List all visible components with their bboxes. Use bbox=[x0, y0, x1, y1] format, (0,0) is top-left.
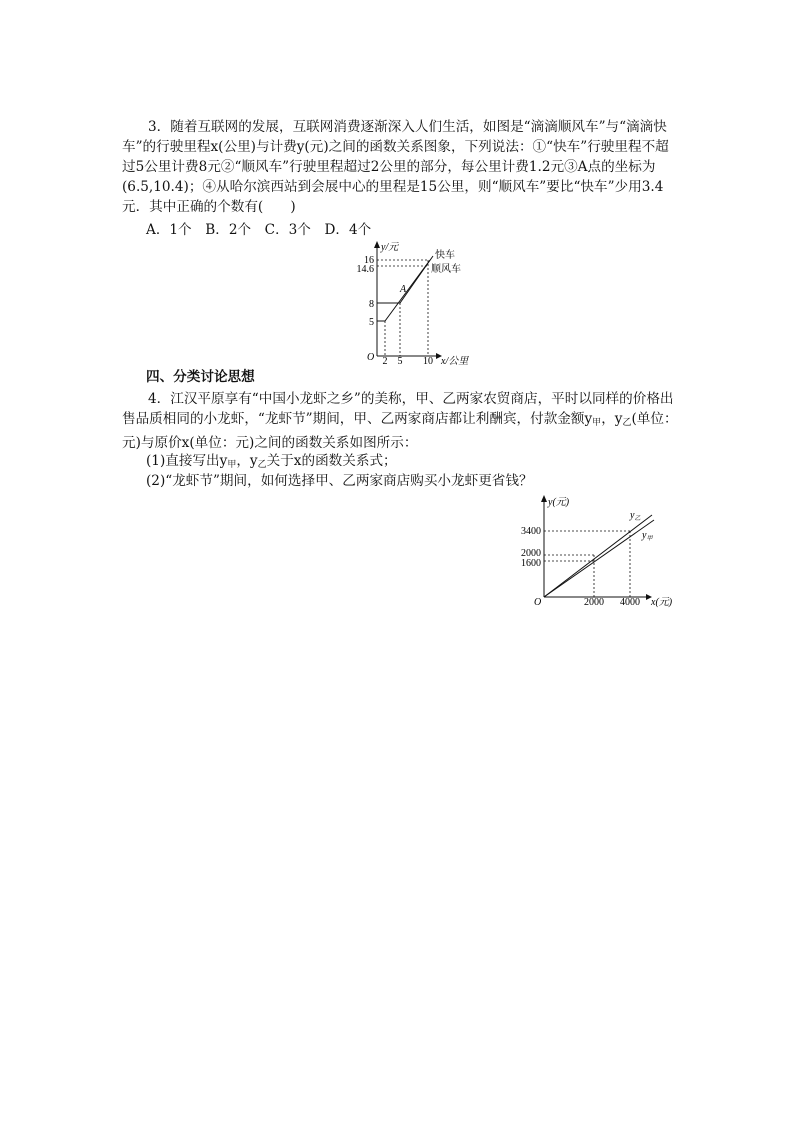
q3-graph bbox=[330, 240, 490, 366]
q4-sub1-a: (1)直接写出y bbox=[146, 453, 228, 469]
q3-series-shunfengche: 顺风车 bbox=[431, 264, 461, 275]
q4-line-yi bbox=[544, 515, 652, 597]
q4-origin: O bbox=[534, 597, 542, 608]
q4-sub1-yi: 乙 bbox=[257, 460, 267, 470]
q3-x-tick-2: 2 bbox=[382, 356, 388, 366]
q4-stem bbox=[122, 389, 678, 453]
q3-series-kuaiche: 快车 bbox=[435, 250, 455, 261]
q3-point-a: A bbox=[400, 284, 407, 295]
q4-x-tick-2000: 2000 bbox=[584, 597, 604, 608]
q3-options: A．1个 B．2个 C．3个 D．4个 bbox=[146, 222, 372, 238]
section-heading: 四、分类讨论思想 bbox=[146, 369, 255, 385]
q4-x-tick-4000: 4000 bbox=[620, 597, 640, 608]
q4-label-y-yi-main: y bbox=[630, 510, 635, 521]
q4-sub-jia: 甲 bbox=[592, 418, 602, 428]
q4-y-tick-2000: 2000 bbox=[521, 548, 541, 559]
q3-y-tick-8: 8 bbox=[369, 299, 374, 310]
q4-line-jia bbox=[544, 520, 654, 597]
q3-y-axis-label: y/元 bbox=[381, 242, 399, 253]
q4-y-arrow bbox=[541, 495, 547, 502]
q3-line-kuaiche bbox=[377, 256, 433, 303]
q4-sub1-jia: 甲 bbox=[227, 460, 237, 470]
q4-x-axis-label: x(元) bbox=[651, 597, 673, 608]
q4-label-y-yi-sub: 乙 bbox=[634, 516, 641, 522]
q3-y-tick-16: 16 bbox=[364, 255, 374, 266]
q4-sub1-c: 关于x的函数关系式； bbox=[266, 453, 397, 469]
q4-stem-part2: (单位：元)与原价x(单位：元)之间的函数关系如图所示： bbox=[122, 411, 678, 451]
q3-x-tick-5: 5 bbox=[397, 356, 403, 366]
q3-y-tick-5: 5 bbox=[369, 317, 374, 328]
q4-label-y-jia bbox=[641, 530, 653, 542]
q4-y-axis-label: y(元) bbox=[548, 497, 570, 508]
q4-y-tick-3400: 3400 bbox=[521, 526, 541, 537]
q3-y-arrow bbox=[374, 241, 380, 248]
q3-origin: O bbox=[367, 352, 375, 363]
q3-x-axis-label: x/公里 bbox=[441, 356, 469, 366]
q4-y-tick-1600: 1600 bbox=[521, 558, 541, 569]
q4-sub2: (2)“龙虾节”期间，如何选择甲、乙两家商店购买小龙虾更省钱？ bbox=[146, 473, 533, 489]
q4-sub1-b: ，y bbox=[236, 453, 258, 469]
q3-y-tick-14-6: 14.6 bbox=[356, 264, 374, 275]
q4-label-y-jia-sub: 甲 bbox=[646, 536, 653, 542]
q4-label-y-jia-main: y bbox=[642, 530, 647, 541]
q4-label-y-yi bbox=[629, 510, 640, 522]
q3-x-tick-10: 10 bbox=[423, 356, 433, 366]
q4-sub-yi: 乙 bbox=[622, 418, 632, 428]
q4-stem-sep: ，y bbox=[601, 411, 623, 427]
q3-stem: 3．随着互联网的发展，互联网消费逐渐深入人们生活，如图是“滴滴顺风车”与“滴滴快车”的行驶里程x(公里)与计费y(元)之间的函数关系图象，下列说法：①“快车”行驶里程不超过5公里计费8元②“顺风车”行驶里程超过2公里的部分，每公里计费1.2元③A点的坐标为(6.5,10.4)；④从哈尔滨西站到会展中心的里程是15公里，则“顺风车”要比“快车”少用3.4元．其中正确的个数有( ) bbox=[122, 119, 669, 215]
q4-stem-part1: 4．江汉平原享有“中国小龙虾之乡”的美称，甲、乙两家农贸商店，平时以同样的价格出售品质相同的小龙虾，“龙虾节”期间，甲、乙两家商店都让利酬宾，付款金额y bbox=[122, 391, 674, 427]
q4-graph bbox=[508, 493, 688, 613]
